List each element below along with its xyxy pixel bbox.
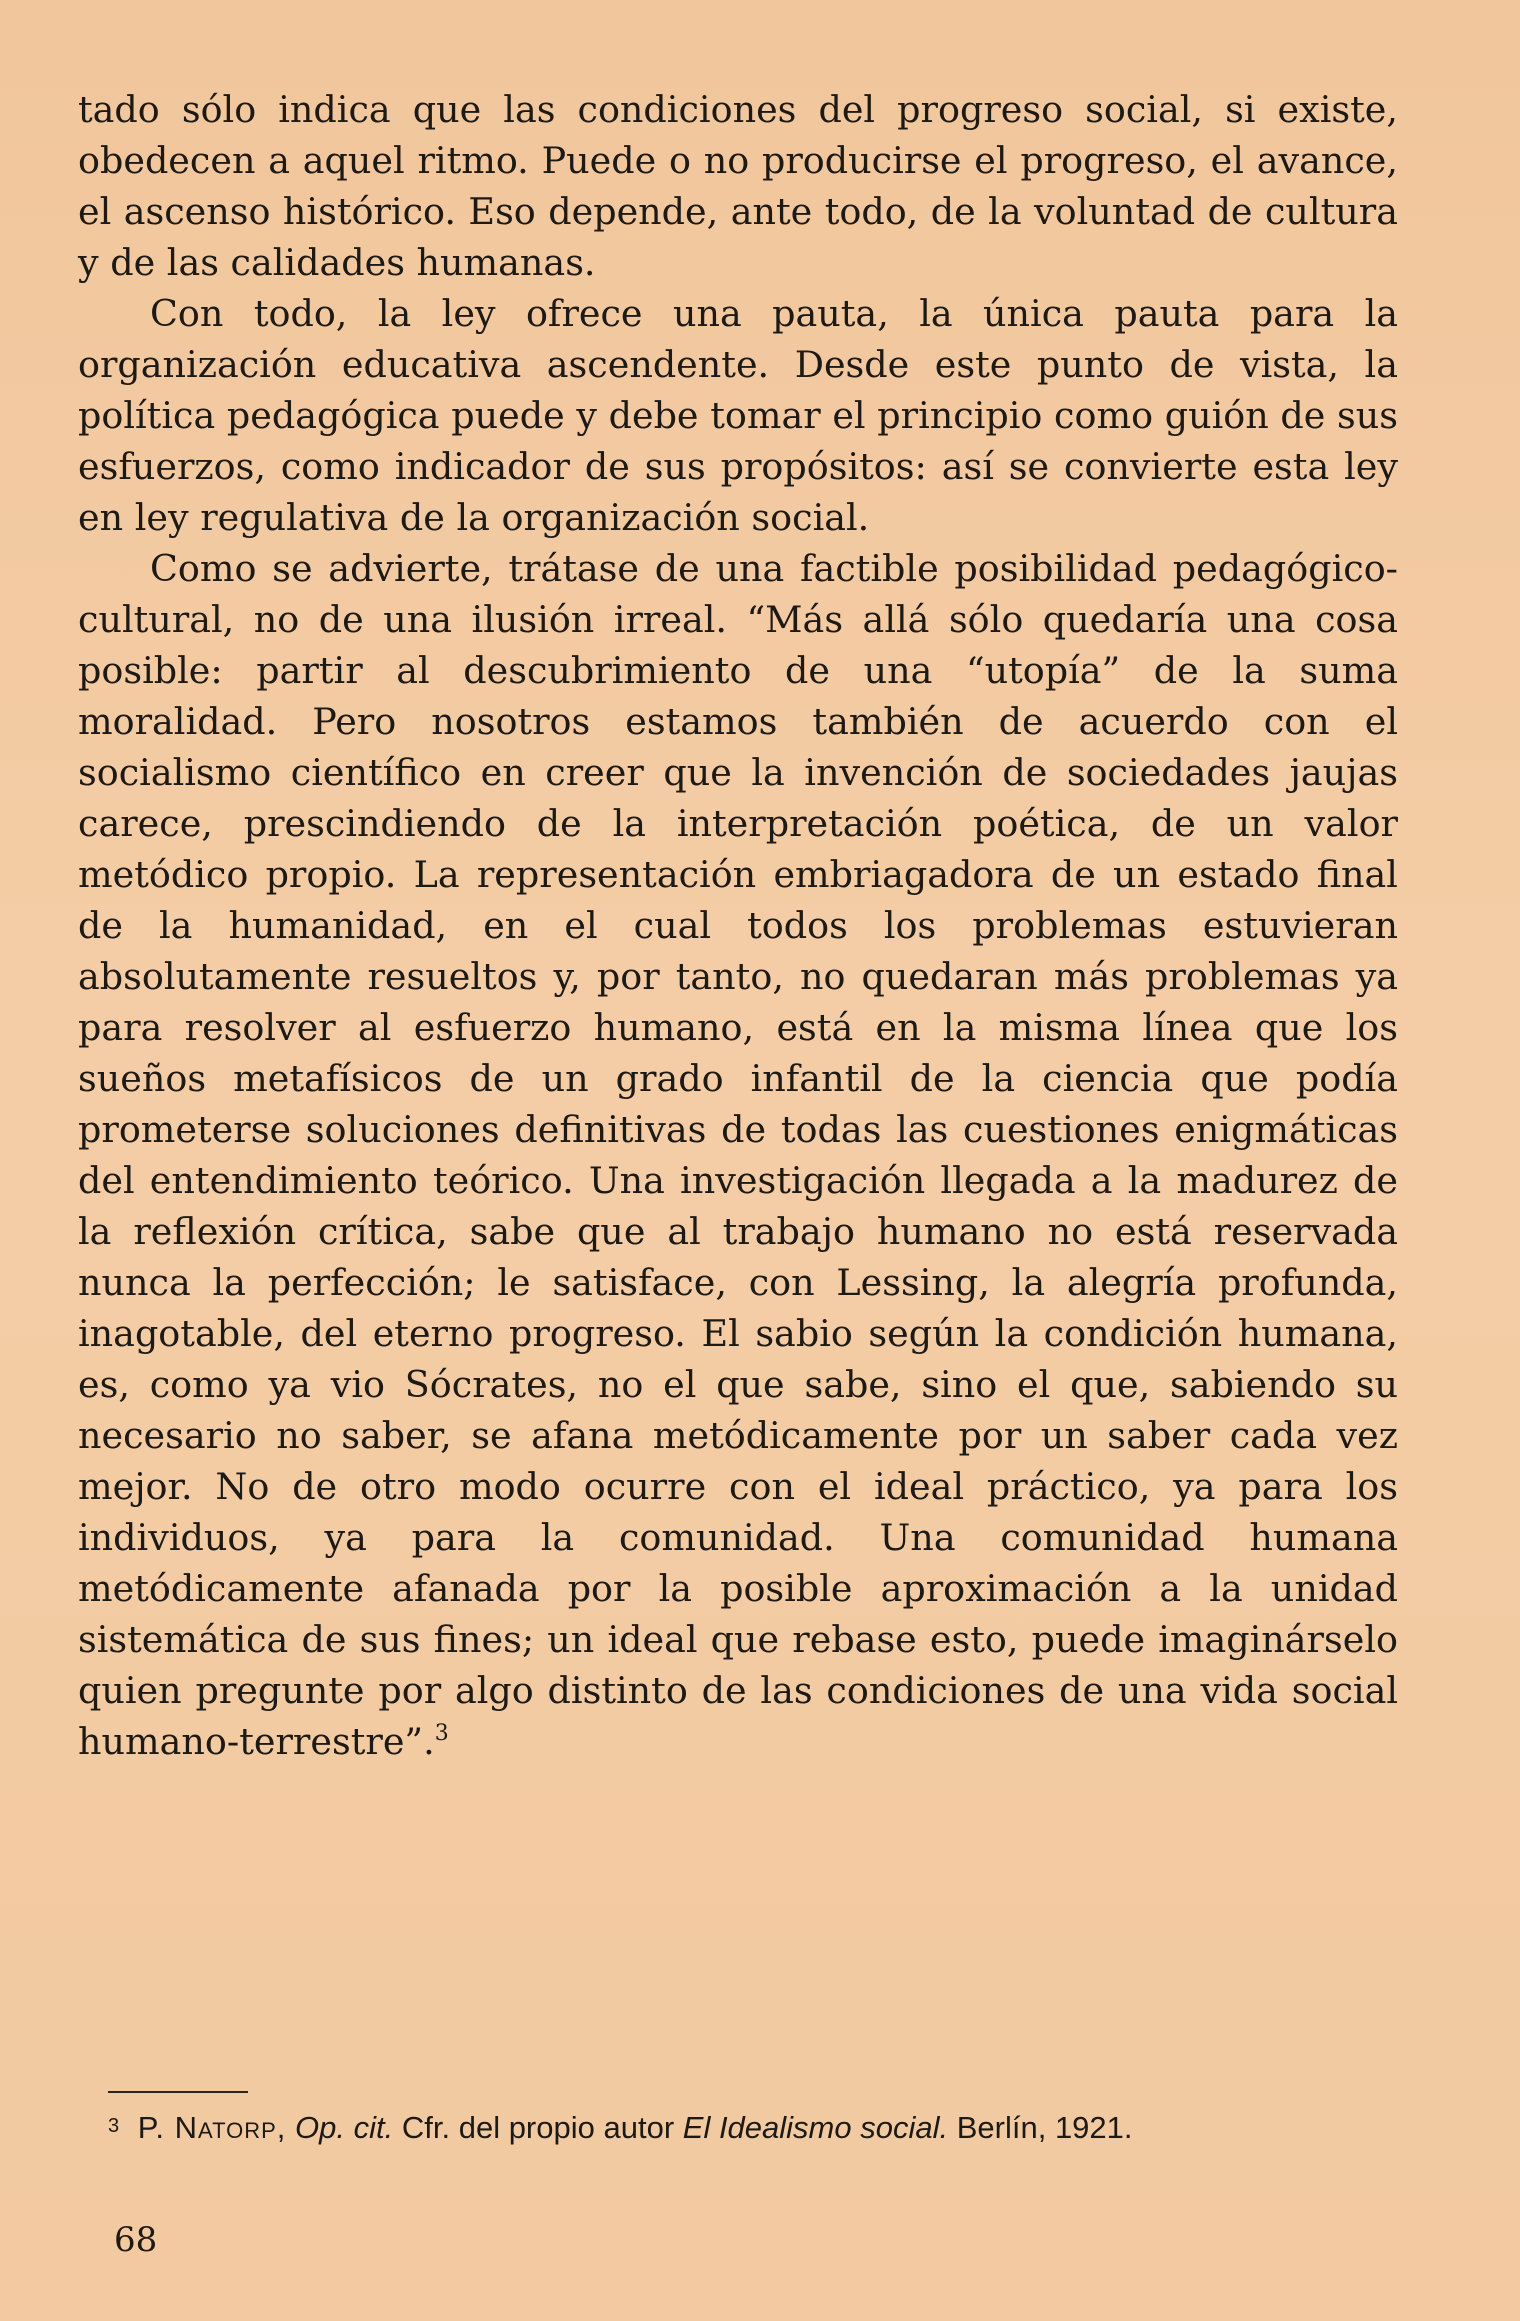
body-text — [78, 84, 1398, 1767]
footnote-reference: 3 — [434, 1721, 449, 1746]
paragraph-3 — [78, 543, 1398, 1767]
footnote-divider — [108, 2091, 248, 2093]
footnote-number: 3 — [108, 2115, 120, 2137]
footnote-text-1: Cfr. del propio autor — [401, 2110, 675, 2145]
footnote-author: P. Natorp, — [137, 2110, 287, 2145]
footnote-text-2: Berlín, 1921. — [956, 2110, 1133, 2145]
paragraph-2-text: Con todo, la ley ofrece una pauta, la única pauta para la organización educativa ascendente. Desde este punto de vista, la política pedagógica puede y debe tomar el principio como guión de sus esfuerzos, como indicador de sus propósitos: así se convierte esta ley en ley regulativa de la organización social. — [78, 292, 1398, 539]
paragraph-1 — [78, 84, 1398, 288]
paragraph-3-text: Como se advierte, trátase de una factible posibilidad pedagógico-cultural, no de una ilusión irreal. “Más allá sólo quedaría una cosa posible: partir al descubrimiento de una “utopía” de la suma moralidad. Pero nosotros estamos también de acuerdo con el socialismo científico en creer que la invención de sociedades jaujas carece, prescindiendo de la interpretación poética, de un valor metódico propio. La representación embriagadora de un estado final de la humanidad, en el cual todos los problemas estuvieran absolutamente resueltos y, por tanto, no quedaran más problemas ya para resolver al esfuerzo humano, está en la misma línea que los sueños metafísicos de un grado infantil de la ciencia que podía prometerse soluciones definitivas de todas las cuestiones enigmáticas del entendimiento teórico. Una investigación llegada a la madurez de la reflexión crítica, sabe que al trabajo humano no está reservada nunca la perfección; le satisface, con Lessing, la alegría profunda, inagotable, del eterno progreso. El sabio según la condición humana, es, como ya vio Sócrates, no el que sabe, sino el que, sabiendo su necesario no saber, se afana metódicamente por un saber cada vez mejor. No de otro modo ocurre con el ideal práctico, ya para los individuos, ya para la comunidad. Una comunidad humana metódicamente afanada por la posible aproximación a la unidad sistemática de sus fines; un ideal que rebase esto, puede imaginárselo quien pregunte por algo distinto de las condiciones de una vida social humano-terrestre”. — [78, 547, 1398, 1763]
footnote-op-cit: Op. cit. — [295, 2110, 394, 2145]
paragraph-2 — [78, 288, 1398, 543]
page-number: 68 — [114, 2220, 158, 2260]
footnote — [108, 2102, 1408, 2152]
footnote-work-title: El Idealismo social. — [682, 2110, 949, 2145]
paragraph-1-text: tado sólo indica que las condiciones del progreso social, si existe, obedecen a aquel ritmo. Puede o no producirse el progreso, el avance, el ascenso histórico. Eso depende, ante todo, de la voluntad de cultura y de las calidades humanas. — [78, 88, 1398, 284]
